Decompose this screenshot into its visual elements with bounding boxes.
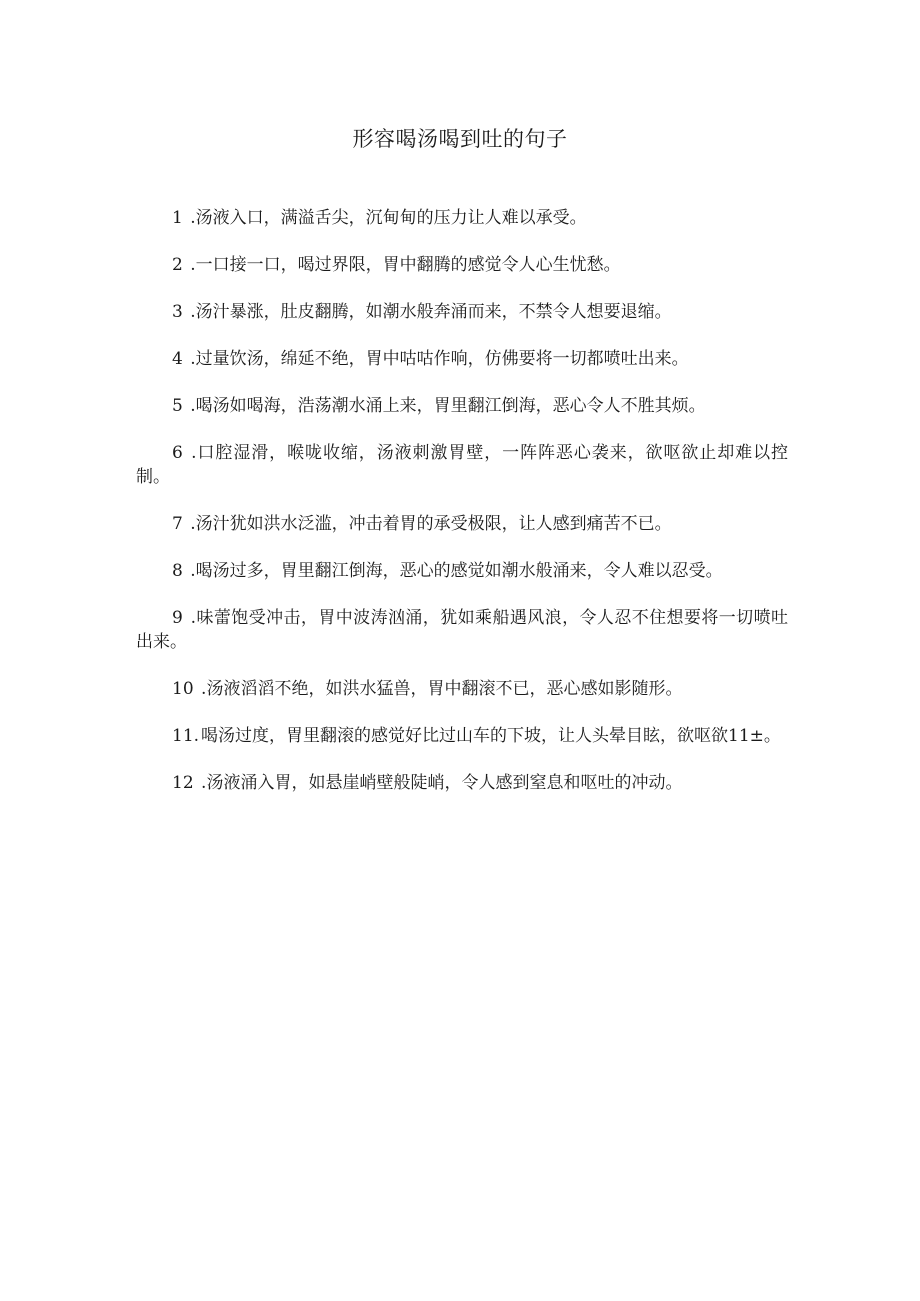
- item-number: 7: [172, 514, 183, 534]
- item-text: .汤汁暴涨，肚皮翻腾，如潮水般奔涌而来，不禁令人想要退缩。: [190, 302, 672, 322]
- item-number: 6: [172, 443, 183, 463]
- list-item: [136, 206, 788, 230]
- item-text: .喝汤过多，胃里翻江倒海，恶心的感觉如潮水般涌来，令人难以忍受。: [190, 561, 723, 581]
- item-number: 2: [172, 255, 183, 275]
- item-number: 4: [172, 349, 183, 369]
- item-number: 1: [172, 208, 183, 228]
- item-text: 喝汤过度，胃里翻滚的感觉好比过山车的下坡，让人头晕目眩，欲呕欲11±。: [201, 726, 781, 746]
- list-item: [136, 771, 788, 795]
- list-item: [136, 394, 788, 418]
- list-item: [136, 253, 788, 277]
- item-text: .味蕾饱受冲击，胃中波涛汹涌，犹如乘船遇风浪，令人忍不住想要将一切喷吐出来。: [136, 608, 789, 652]
- list-item: [136, 512, 788, 536]
- item-number: 5: [172, 396, 183, 416]
- sentence-list: [136, 206, 788, 818]
- item-text: .汤液涌入胃，如悬崖峭壁般陡峭，令人感到窒息和呕吐的冲动。: [201, 773, 683, 793]
- item-text: .过量饮汤，绵延不绝，胃中咕咕作响，仿佛要将一切都喷吐出来。: [190, 349, 689, 369]
- item-number: 12: [172, 773, 194, 793]
- list-item: [136, 347, 788, 371]
- list-item: [136, 724, 788, 748]
- item-number: 10: [172, 679, 194, 699]
- item-text: .喝汤如喝海，浩荡潮水涌上来，胃里翻江倒海，恶心令人不胜其烦。: [190, 396, 706, 416]
- item-number: 3: [172, 302, 183, 322]
- item-number: 11.: [172, 726, 200, 746]
- item-text: .汤液滔滔不绝，如洪水猛兽，胃中翻滚不已，恶心感如影随形。: [201, 679, 683, 699]
- item-text: .汤汁犹如洪水泛滥，冲击着胃的承受极限，让人感到痛苦不已。: [190, 514, 672, 534]
- item-number: 8: [172, 561, 183, 581]
- list-item: [136, 300, 788, 324]
- document-title: 形容喝汤喝到吐的句子: [352, 127, 568, 151]
- list-item: [136, 559, 788, 583]
- item-number: 9: [172, 608, 183, 628]
- item-text: .口腔湿滑，喉咙收缩，汤液刺激胃壁，一阵阵恶心袭来，欲呕欲止却难以控制。: [136, 443, 788, 487]
- list-item: [136, 606, 788, 654]
- item-text: .汤液入口，满溢舌尖，沉甸甸的压力让人难以承受。: [190, 208, 587, 228]
- item-text: .一口接一口，喝过界限，胃中翻腾的感觉令人心生忧愁。: [190, 255, 621, 275]
- list-item: [136, 441, 788, 489]
- list-item: [136, 677, 788, 701]
